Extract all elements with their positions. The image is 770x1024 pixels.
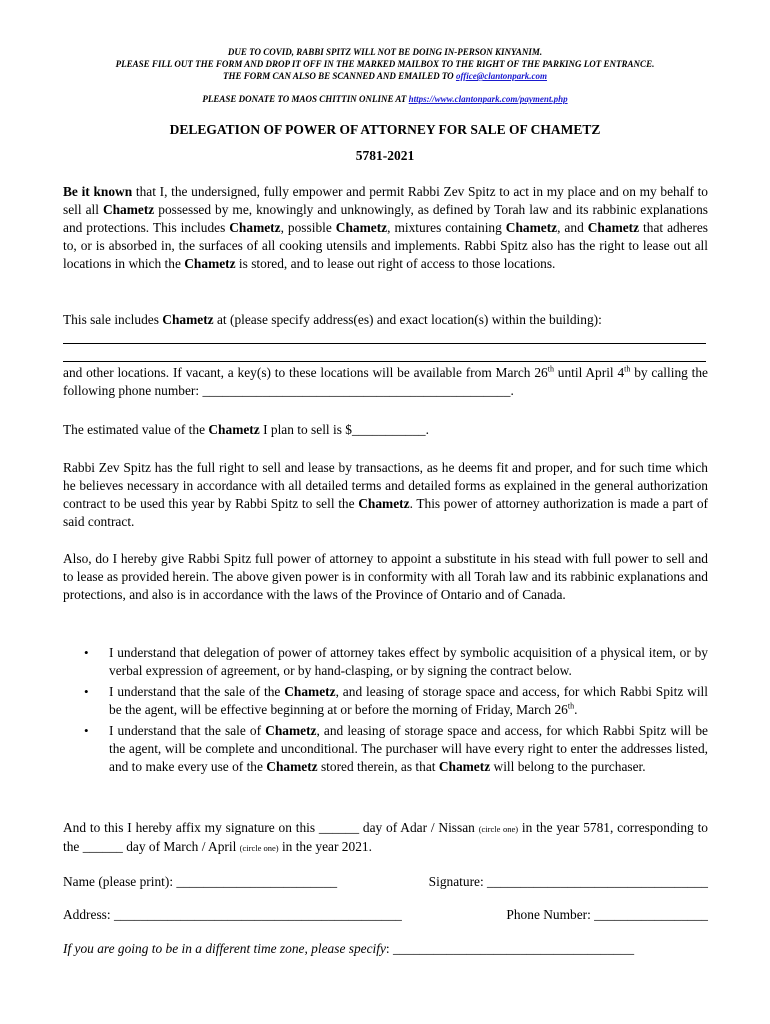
- bullet-icon: •: [84, 684, 89, 699]
- paragraph-estimated-value: [63, 421, 708, 439]
- paragraph-sale-locations: [63, 311, 708, 329]
- bold-text: Chametz: [162, 312, 214, 327]
- paragraph-empowerment: [63, 183, 708, 273]
- document-title: DELEGATION OF POWER OF ATTORNEY FOR SALE OF CHAMETZ: [169, 122, 601, 137]
- bold-text: Chametz: [438, 759, 491, 774]
- covid-notice: [0, 46, 770, 82]
- address-line-2[interactable]: [63, 361, 706, 362]
- address-line-1[interactable]: [63, 343, 706, 344]
- bold-text: Chametz: [102, 202, 155, 217]
- donate-notice: [0, 93, 770, 105]
- bold-text: Chametz: [284, 684, 336, 699]
- text: in the year 2021.: [278, 839, 372, 854]
- bold-text: Chametz: [184, 256, 236, 271]
- text: in the year 5781, corresponding to the ______ day of March / April: [63, 820, 708, 854]
- paragraph-substitute: Also, do I hereby give Rabbi Spitz full power of attorney to appoint a substitute in his stead with full power to sell and to lease as provided herein. The above given power is in conformity with all Torah law and its rabbinic explanations and protections, and also is in accordance with the laws of the Province of Ontario and of Canada.: [63, 551, 708, 602]
- circle-one-note: (circle one): [478, 824, 519, 834]
- donate-prefix: PLEASE DONATE TO MAOS CHITTIN ONLINE AT: [202, 94, 409, 104]
- text: I understand that delegation of power of attorney takes effect by symbolic acquisition of a physical item, or by verbal expression of agreement, or by hand-clasping, or by signing the contract below.: [109, 645, 708, 678]
- notice-line-1: DUE TO COVID, RABBI SPITZ WILL NOT BE DOING IN-PERSON KINYANIM.: [227, 47, 543, 57]
- text: at (please specify address(es) and exact location(s) within the building):: [213, 312, 602, 327]
- text: . This power of attorney authorization is made a part of said contract.: [63, 496, 708, 529]
- text: .: [574, 702, 578, 717]
- text: stored therein, as that: [317, 759, 439, 774]
- list-item: [63, 722, 708, 776]
- list-item: [63, 683, 708, 719]
- text: is stored, and to lease out right of access to those locations.: [235, 256, 556, 271]
- office-email-link[interactable]: office@clantonpark.com: [455, 71, 548, 81]
- bold-text: Chametz: [587, 220, 640, 235]
- text: Rabbi Zev Spitz has the full right to sell and lease by transactions, as he deems fit and proper, and for such time which he believes necessary in accordance with all detailed terms and detailed forms as explained in the general authorization contract to be used this year by Rabbi Spitz to sell the: [63, 460, 708, 511]
- bold-text: Be it known: [63, 184, 133, 199]
- superscript: th: [624, 364, 631, 374]
- name-field[interactable]: Name (please print): ________________________: [63, 874, 338, 889]
- timezone-row: [63, 940, 708, 958]
- bold-text: Chametz: [335, 220, 388, 235]
- text: that adheres to, or is absorbed in, the surfaces of all cooking utensils and implements. Rabbi Spitz also has the right to lease out all locations in which the: [63, 220, 708, 271]
- text: by calling the following phone number: ______________________________________________.: [63, 365, 709, 398]
- circle-one-note: (circle one): [239, 843, 279, 853]
- paragraph-signature-date: [63, 819, 708, 857]
- address-phone-row: [63, 906, 708, 924]
- text: and other locations. If vacant, a key(s) to these locations will be available from March 26: [63, 365, 548, 380]
- paragraph-key-availability: [63, 364, 708, 400]
- superscript: th: [567, 701, 575, 711]
- text: I understand that the sale of the: [109, 684, 285, 699]
- bold-text: Chametz: [265, 723, 317, 738]
- bold-text: Chametz: [358, 496, 410, 511]
- signature-field[interactable]: Signature: _________________________________: [428, 874, 708, 889]
- text: will belong to the purchaser.: [490, 759, 646, 774]
- text: This sale includes: [63, 312, 163, 327]
- text: The estimated value of the: [63, 422, 209, 437]
- text: , mixtures containing: [387, 220, 506, 235]
- bullet-icon: •: [84, 645, 89, 660]
- text: , possible: [280, 220, 336, 235]
- text: I plan to sell is $___________.: [259, 422, 429, 437]
- donate-link[interactable]: https://www.clantonpark.com/payment.php: [408, 94, 568, 104]
- text: that I, the undersigned, fully empower and permit Rabbi Zev Spitz to act in my place and on my behalf to sell all: [63, 184, 708, 217]
- phone-field[interactable]: Phone Number: _________________: [506, 907, 708, 922]
- text: , and leasing of storage space and access, for which Rabbi Spitz will be the agent, will be complete and unconditional. The purchaser will have every right to enter the addresses listed, and to make every use of the: [109, 723, 708, 774]
- bold-text: Chametz: [266, 759, 318, 774]
- text: possessed by me, knowingly and unknowingly, as defined by Torah law and its rabbinic explanations and protections. This includes: [63, 202, 708, 235]
- superscript: th: [547, 364, 554, 374]
- bold-text: Chametz: [229, 220, 281, 235]
- text: until April 4: [553, 365, 625, 380]
- address-field[interactable]: Address: ___________________________________________: [63, 907, 402, 922]
- understanding-list: [63, 644, 708, 779]
- notice-line-3: [0, 70, 770, 82]
- bullet-icon: •: [84, 723, 89, 738]
- name-signature-row: [63, 873, 708, 891]
- notice-line-2: PLEASE FILL OUT THE FORM AND DROP IT OFF IN THE MARKED MAILBOX TO THE RIGHT OF THE PARKING LOT ENTRANCE.: [115, 59, 655, 69]
- timezone-field[interactable]: : ____________________________________: [385, 941, 635, 956]
- paragraph-rabbi-rights: [63, 459, 708, 531]
- timezone-label: If you are going to be in a different time zone, please specify: [63, 941, 386, 956]
- list-item: [63, 644, 708, 680]
- bold-text: Chametz: [505, 220, 558, 235]
- text: , and: [557, 220, 588, 235]
- text: I understand that the sale of: [109, 723, 266, 738]
- text: And to this I hereby affix my signature on this ______ day of Adar / Nissan: [63, 820, 479, 835]
- text: , and leasing of storage space and access, for which Rabbi Spitz will be the agent, will be effective beginning at or before the morning of Friday, March 26: [109, 684, 708, 717]
- document-year: 5781-2021: [355, 148, 415, 163]
- bold-text: Chametz: [208, 422, 260, 437]
- notice-email-prefix: THE FORM CAN ALSO BE SCANNED AND EMAILED TO: [222, 71, 456, 81]
